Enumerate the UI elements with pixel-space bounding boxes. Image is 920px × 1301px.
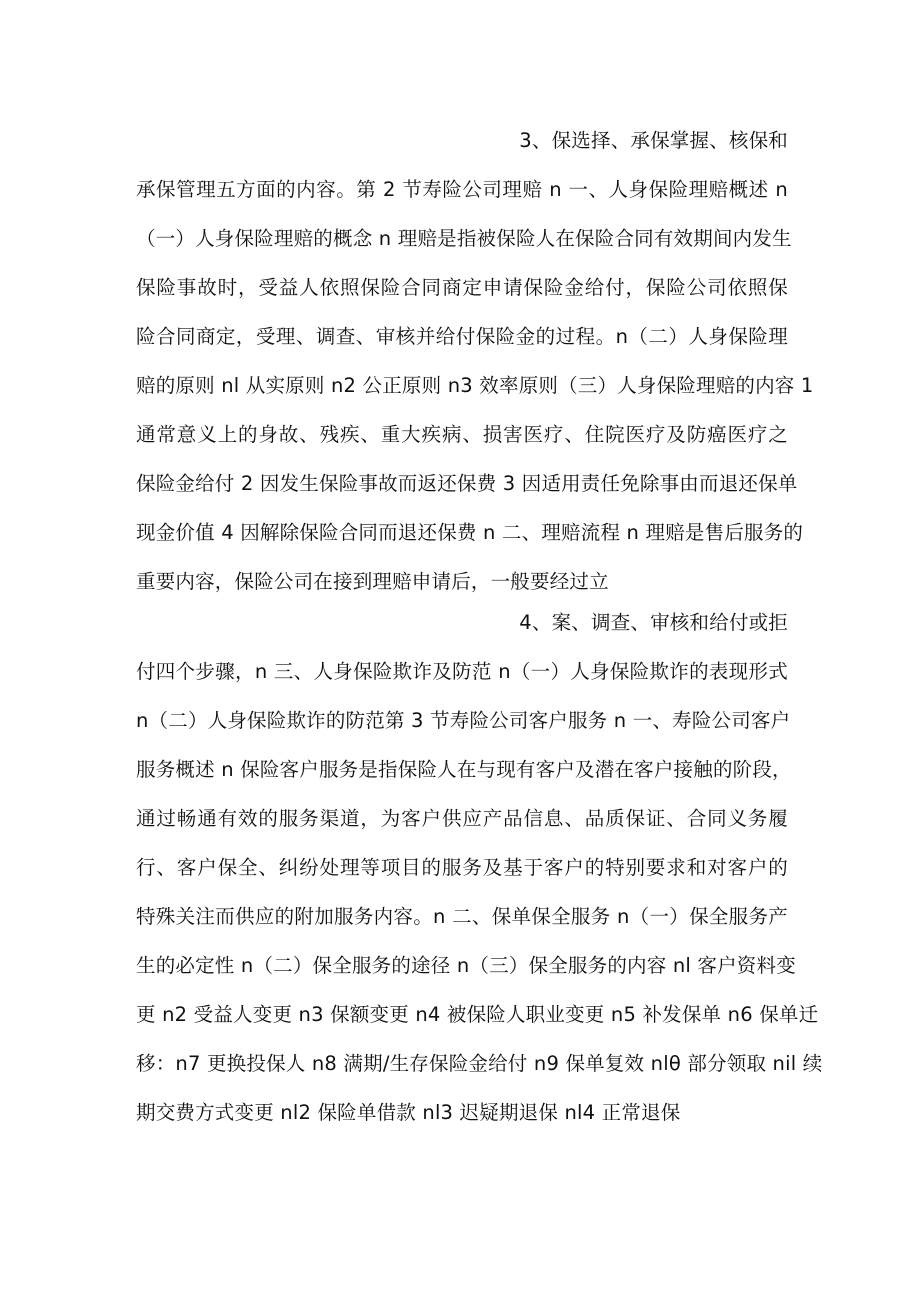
- paragraph-line: 通常意义上的身故、残疾、重大疾病、损害医疗、住院医疗及防癌医疗之: [136, 423, 788, 446]
- paragraph-line: 4、案、调查、审核和给付或拒: [519, 611, 788, 634]
- paragraph-line: 期交费方式变更 nl2 保险单借款 nl3 迟疑期退保 nl4 正常退保: [136, 1101, 681, 1124]
- paragraph-line: 重要内容，保险公司在接到理赔申请后，一般要经过立: [136, 570, 609, 593]
- paragraph-line: （一）人身保险理赔的概念 n 理赔是指被保险人在保险合同有效期间内发生: [136, 227, 792, 250]
- paragraph-line: 行、客户保全、纠纷处理等项目的服务及基于客户的特别要求和对客户的: [136, 856, 788, 879]
- paragraph-line: 服务概述 n 保险客户服务是指保险人在与现有客户及潜在客户接触的阶段，: [136, 758, 792, 781]
- paragraph-line: 移：n7 更换投保人 n8 满期/生存保险金给付 n9 保单复效 nlθ 部分领取 nil 续: [136, 1052, 823, 1075]
- paragraph-line: 现金价值 4 因解除保险合同而退还保费 n 二、理赔流程 n 理赔是售后服务的: [136, 521, 804, 544]
- paragraph-line: 保险事故时，受益人依照保险合同商定申请保险金给付，保险公司依照保: [136, 276, 788, 299]
- paragraph-line: 保险金给付 2 因发生保险事故而返还保费 3 因适用责任免除事由而退还保单: [136, 472, 798, 495]
- paragraph-line: 特殊关注而供应的附加服务内容。n 二、保单保全服务 n（一）保全服务产: [136, 905, 788, 928]
- paragraph-1: [136, 116, 814, 606]
- paragraph-2: [136, 598, 823, 1137]
- paragraph-line: 承保管理五方面的内容。第 2 节寿险公司理赔 n 一、人身保险理赔概述 n: [136, 178, 788, 201]
- paragraph-line: 通过畅通有效的服务渠道，为客户供应产品信息、品质保证、合同义务履: [136, 807, 788, 830]
- paragraph-line: 险合同商定，受理、调查、审核并给付保险金的过程。n（二）人身保险理: [136, 325, 788, 348]
- paragraph-line: 赔的原则 nl 从实原则 n2 公正原则 n3 效率原则（三）人身保险理赔的内容 1: [136, 374, 814, 397]
- paragraph-line: 3、保选择、承保掌握、核保和: [519, 129, 788, 152]
- paragraph-line: 生的必定性 n（二）保全服务的途径 n（三）保全服务的内容 nl 客户资料变: [136, 954, 796, 977]
- paragraph-line: 更 n2 受益人变更 n3 保额变更 n4 被保险人职业变更 n5 补发保单 n6 保单迁: [136, 1003, 819, 1026]
- paragraph-line: 付四个步骤，n 三、人身保险欺诈及防范 n（一）人身保险欺诈的表现形式: [136, 660, 788, 683]
- paragraph-line: n（二）人身保险欺诈的防范第 3 节寿险公司客户服务 n 一、寿险公司客户: [136, 709, 791, 732]
